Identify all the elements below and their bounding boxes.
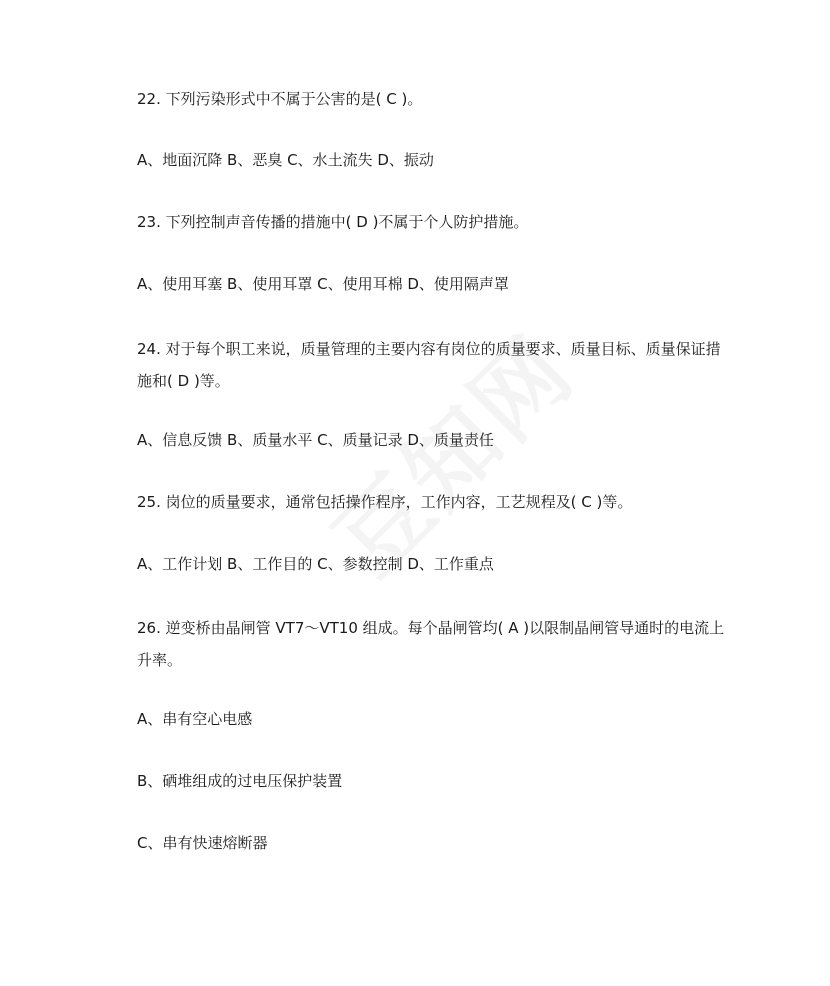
question-26-option-b: B、硒堆组成的过电压保护装置	[137, 772, 343, 790]
question-24-stem: 24. 对于每个职工来说，质量管理的主要内容有岗位的质量要求、质量目标、质量保证措施和( D )等。	[137, 340, 721, 390]
question-25-stem: 25. 岗位的质量要求，通常包括操作程序，工作内容，工艺规程及( C )等。	[137, 493, 633, 511]
question-24-options: A、信息反馈 B、质量水平 C、质量记录 D、质量责任	[137, 431, 494, 449]
question-23-stem: 23. 下列控制声音传播的措施中( D )不属于个人防护措施。	[137, 213, 529, 231]
question-23-options: A、使用耳塞 B、使用耳罩 C、使用耳棉 D、使用隔声罩	[137, 275, 509, 293]
question-22-options: A、地面沉降 B、恶臭 C、水土流失 D、振动	[137, 151, 434, 169]
question-26-option-a: A、串有空心电感	[137, 710, 253, 728]
question-26-stem: 26. 逆变桥由晶闸管 VT7～VT10 组成。每个晶闸管均( A )以限制晶闸管导通时的电流上升率。	[137, 619, 725, 669]
question-22-stem: 22. 下列污染形式中不属于公害的是( C )。	[137, 90, 423, 108]
question-26-option-c: C、串有快速熔断器	[137, 834, 268, 852]
question-25-options: A、工作计划 B、工作目的 C、参数控制 D、工作重点	[137, 555, 494, 573]
